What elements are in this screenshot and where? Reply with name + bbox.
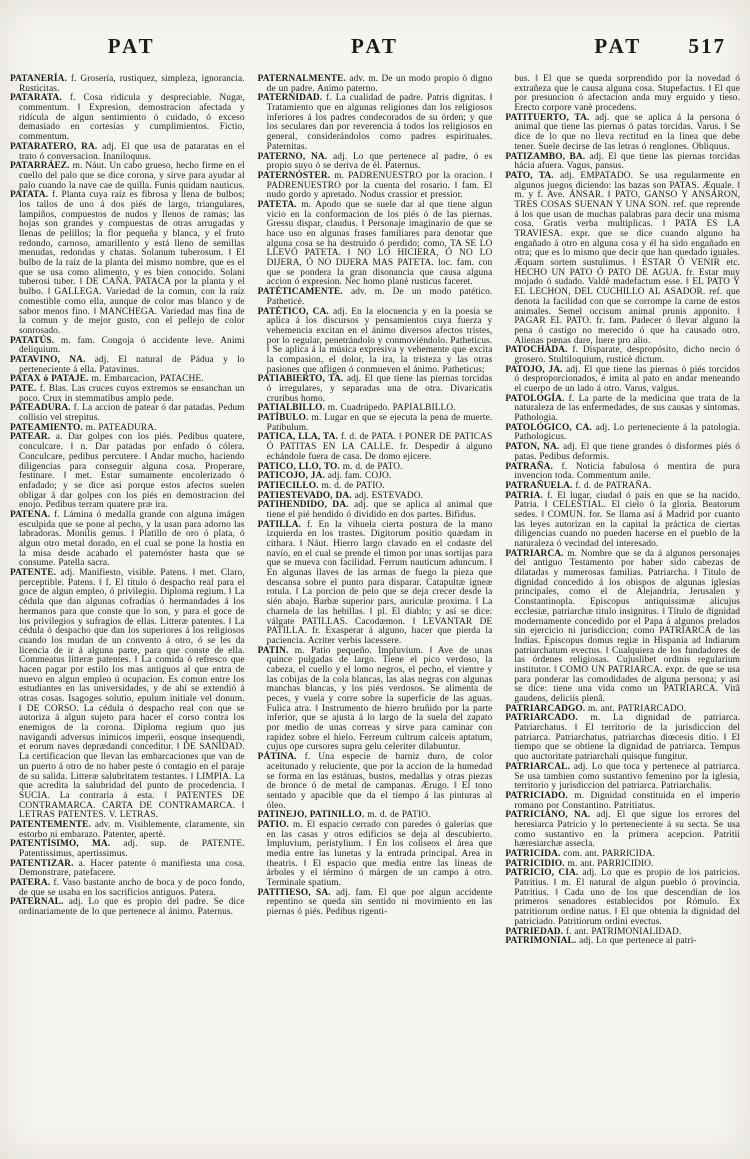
entry-term: PATRICIADO. (505, 790, 575, 801)
entry-term: PATRICIDIO. (505, 858, 568, 869)
entry-body: m. PATEADURA. (85, 422, 157, 433)
entry-term: PATANERÍA. (10, 74, 71, 84)
entry-term: PATRIARCADO. (505, 713, 591, 724)
entry-term: PATOLOGÍA. (505, 393, 569, 404)
entry-term: PATRICIO, CIA. (505, 868, 583, 879)
entry-body: m. Cuadrúpedo. PAPIALBILLO. (327, 403, 456, 414)
entry-body: adj. Lo que pertenece al patri- (579, 936, 697, 947)
dictionary-entry (10, 860, 245, 879)
entry-body: m. Embarcacion, PATACHE. (91, 374, 204, 385)
running-head-title-1: PAT (107, 34, 156, 58)
entry-term: PATITUERTO, TA. (505, 112, 596, 123)
dictionary-entry (505, 443, 740, 462)
entry-term: PATAX ó PATAJE. (10, 374, 92, 385)
entry-body: m. PADRENUESTRO por la oracion. ‖ PADRENUESTRO por la cuenta del rosario. ‖ fam. El nudo gordo y apretado. Nodus crassior et pressior. (266, 170, 493, 201)
entry-term: PATRIARCAL. (505, 761, 574, 772)
entry-body: adj. fam. COJO. (327, 471, 392, 482)
entry-body: com. ant. PARRICIDA. (563, 849, 656, 859)
entry-body: adj. EMPATADO. Se usa regularmente en algunos juegos diciendo: las bazas son PATAS. Æquale. ‖ m. y f. Ave. ÁNSAR. ‖ PATO, GANSO Y ANSARON, TRES COSAS SUENAN Y UNA SON. ref. que reprende á los que usan de muchas palabras para decir una misma cosa. Gratis verba multiplicas. ‖ PATA ES LA TRAVIESA. expr. que se dice cuando alguno ha engañado á otro en alguna cosa y él ha sido engañado en otra; que es lo mismo que decir que han quedado iguales. Æquam sortem sustulimus. ‖ ESTAR Ó VENIR etc. HECHO UN PATO Ó PATO DE AGUA. fr. Estar muy mojado ó sudado. Valdè madefactum esse. ‖ EL PATO Y EL LECHON, DEL CUCHILLO AL ASADOR. ref. que denota la facilidad con que se corrompe la carne de estos animales. Semel occisum animal prunis apponito. ‖ PAGAR EL PATO. fr. fam. Padecer ó llevar alguno la pena ó castigo no merecido ó que ha causado otro. Alienas pœnas dare, luere pro alio. (514, 170, 741, 346)
entry-term: PATRICIDA. (505, 849, 564, 859)
dictionary-entry (258, 647, 493, 754)
dictionary-entry (258, 753, 493, 811)
entry-term: PATERNO, NA. (257, 151, 333, 162)
entry-term: PATEAMIENTO. (10, 422, 86, 433)
entry-body: f. d. de PATRAÑA. (575, 480, 652, 491)
column-3 (505, 75, 740, 947)
dictionary-entry (505, 366, 740, 395)
entry-term: PATENTÍSIMO, MA. (10, 839, 124, 850)
entry-term: PATRIEDAD. (505, 926, 566, 937)
dictionary-entry (505, 763, 740, 792)
entry-term: PATERNIDAD. (257, 93, 327, 104)
entry-body: m. Lugar en que se ejecuta la pena de muerte. Patibulum. (266, 413, 493, 433)
dictionary-entry (505, 811, 740, 850)
entry-body: m. d. de PATIO. (367, 810, 431, 821)
entry-term: PÁTINA. (257, 752, 305, 763)
dictionary-entry (505, 492, 740, 550)
dictionary-entry (258, 889, 493, 918)
entry-term: PATÍBULO. (257, 413, 312, 424)
dictionary-entry (10, 879, 245, 898)
dictionary-entry (10, 840, 245, 859)
entry-body: m. Apodo que se suele dar al que tiene algun vicio en la conformacion de los piés ó de las piernas. Gressu dispar, claudus. ‖ Personaje imaginario de que se hace uso en algunas frases familiares para denotar que alguna cosa se ha destruido ó perdido; como, TA SE LO LLEVÓ PATETA. ‖ NO LO HICIERA, Ó NO LO DIJERA, Ó NO DIJERA MAS PATETA. loc. fam. con que se pondera la gran disonancia que causa alguna accion ó expresion. Nec homo planè rusticus faceret. (266, 199, 493, 288)
entry-body: f. La cualidad de padre. Patris dignitas. ‖ Tratamiento que en algunas religiones dan los religiosos inferiores á los padres condecorados de su órden; y que los seculares dan por reverencia á todos los religiosos en general, considerándolos como padres espirituales. Paternitas. (266, 93, 493, 152)
dictionary-entry (10, 511, 245, 569)
entry-body: m. Nombre que se da á algunos personajes del antiguo Testamento por haber sido cabezas de dilatadas y numerosas familias. Patriarcha. ‖ Título de dignidad concedido á los obispos de algunas iglesias principales, como el de Alejandría, Jerusalen y Constantinopla. Episcopus antiquissimæ alicujus ecclesiæ, patriarchæ titulo insignitus. ‖ Título de dignidad modernamente concedido por el Papa á algunos prelados sin ejercicio ni jurisdiccion; como PATRIARCA de las Indias. Episcopus domus regiæ in Hispania ad Indiarum patriarchatum evectus. ‖ Cualquiera de los fundadores de las órdenes religiosas. Cujuslibet ordinis regularium institutor. ‖ COMO UN PATRIARCA. expr. de que se usa para ponderar las comodidades de alguna persona; y así se dice: tiene una vida como un PATRIARCA. Vitâ gaudens, deliciis plenâ. (514, 548, 741, 704)
dictionary-entry (505, 424, 740, 443)
entry-term: PATEADURA. (10, 403, 74, 414)
entry-body: adj. Manifiesto, visible. Patens. ‖ met. Claro, perceptible. Patens. ‖ f. El título ó despacho real para el goce de algun empleo, ó privilegio. Diploma regium. ‖ La cédula que dan algunas cofradías ó hermandades á los hermanos para que conste que lo son, y para el goce de los privilegios y sufragios de ellas. Litteræ patentes. ‖ La cédula ó despacho que dan los superiores á los religiosos cuando los mudan de un convento á otro, ó se les da licencia de ir á alguna parte, para que conste de ella. Commeatus litteræ patentes. ‖ La comida ó refresco que hacen pagar por estilo los mas antiguos al que entra de nuevo en algun empleo ú ocupacion. Es comun entre los estudiantes en las universidades, y de ahí se extendió á otras cosas. Isagoges solutio, epulum initiale vel donum. ‖ DE CORSO. La cédula ó despacho real con que se autoriza á algun sujeto para hacer el corso contra los enemigos de la corona. Diploma regium quo jus navigandi adversus inimicos imperii, eosque insequendi, et eorum naves deprædandi conceditur. ‖ DE SANIDAD. La certificacion que llevan las embarcaciones que van de un puerto á otro de no haber peste ó contagio en el paraje de su salida. Litteræ salubritatem testantes. ‖ LIMPIA. La que acredita la salubridad del punto de procedencia. ‖ SUCIA. La contraria á esta. ‖ PATENTES DE CONTRAMARCA. CARTA DE CONTRAMARCA. ‖ LETRAS PATENTES. V. LETRAS. (19, 568, 245, 821)
entry-term: PATENTIZAR. (10, 858, 79, 869)
entry-term: PATIO. (257, 819, 293, 830)
dictionary-entry (505, 550, 740, 705)
entry-term: PATIESTEVADO, DA. (257, 490, 355, 501)
entry-term: PATRAÑUELA. (505, 480, 576, 491)
entry-term: PATARATERO, RA. (10, 141, 103, 152)
entry-body: m. Dignidad constituida en el imperio romano por Constantino. Patritiatus. (514, 790, 741, 811)
entry-body: f. En la vihuela cierta postura de la mano izquierda en los trastes. Digitorum positio quædam in cithara. ‖ Náut. Hierro largo clavado en el codaste del navío, en el cual se prende el timon por unas sortijas para que se mueva con facilidad. Ferrum nauticum aduncum. ‖ En algunas llaves de las armas de fuego la pieza que descansa sobre el punto para disparar. Catapultæ igneæ rotula. ‖ La porcion de pelo que se deja crecer desde la sién abajo. Barbæ superior pars, auriculæ proxima. ‖ La charnela de las hebillas. ‖ pl. El diablo; y así se dice: válgate PATILLAS. Cacodæmon. ‖ LEVANTAR DE PATILLA. fr. Exasperar á alguno, hacer que pierda la paciencia. Acriter verbis lacessere. (266, 519, 493, 646)
entry-term: PATERNAL. (10, 897, 69, 908)
dictionary-entry (10, 404, 245, 423)
dictionary-entry (505, 792, 740, 811)
dictionary-entry (258, 414, 493, 433)
entry-term: PATO, TA. (505, 170, 560, 181)
dictionary-entry (258, 375, 493, 404)
dictionary-entry (505, 714, 740, 762)
entry-body: adj. Lo perteneciente á la patología. Pathologicus. (514, 422, 741, 443)
entry-term: PATÉTICO, CA. (257, 306, 333, 317)
entry-body: m. fam. Congoja ó accidente leve. Animi deliquium. (19, 335, 245, 356)
dictionary-entry (10, 162, 245, 191)
entry-body: adj. El que usa de pataratas en el trato ó conversacion. Inaniloquus. (19, 141, 245, 162)
entry-term: PATENTE. (10, 568, 61, 579)
entry-term: PATÉTICAMENTE. (257, 287, 351, 298)
dictionary-entry (505, 463, 740, 482)
dictionary-entry (505, 937, 740, 947)
entry-body: adj. En la elocuencia y en la poesía se aplica á los discursos y pensamientos cuya fuerza y vehemencia excitan en el ánimo diversos afectos tristes, por lo regular, penetrándolo y conmoviéndolo. Patheticus. ‖ Se aplica á la música expresiva y vehemente que excita la compasion, el dolor, la ira, la tristeza y las otras pasiones que afligen ó conmueven el ánimo. Patheticus; (266, 306, 493, 375)
entry-term: PATIHENDIDO, DA. (257, 500, 355, 511)
dictionary-entry (10, 94, 245, 142)
dictionary-entry (258, 501, 493, 520)
entry-body: adv. m. De un modo propio ó digno de un padre. Animo paterno. (266, 74, 493, 94)
entry-term: PATRIARCA. (505, 548, 568, 559)
entry-body: adv. m. De un modo patético. Patheticè. (266, 287, 493, 307)
dictionary-entry (10, 898, 245, 917)
dictionary-entry (505, 172, 740, 346)
entry-body: adj. que se aplica á la persona ó animal que tiene las piernas ó patas torcidas. Varus. ‖ Se dice de lo que no lleva rectitud en la línea que debe tener. Suele decirse de las letras ó renglones. Obliquus. (514, 112, 741, 152)
entry-body: f. Grosería, rustiquez, simpleza, ignorancia. Rusticitas. (19, 74, 245, 94)
entry-body: m. d. de PATIO. (321, 480, 385, 491)
entry-term: PATON, NA. (505, 442, 563, 453)
entry-body: adj. sup. de PATENTE. Patentissimus, apertissimus. (19, 839, 245, 859)
dictionary-entry (10, 569, 245, 821)
dictionary-entry (10, 385, 245, 404)
entry-term: PATICA, LLA, TA. (257, 432, 341, 443)
entry-body: m. El espacio cerrado con paredes ó galerías que en las casas y otros edificios se deja al descubierto. Impluvium, peristylium. ‖ En los coliseos el área que media entre las lunetas y la entrada principal. Area in theatris. ‖ El espacio que media entre las líneas de árboles y el término ó márgen de un campo á otro. Terminale spatium. (266, 819, 493, 889)
entry-term: PATEAR. (10, 432, 56, 443)
dictionary-entry (258, 821, 493, 889)
dictionary-entry (258, 433, 493, 462)
entry-term: PATICOJO, JA. (257, 471, 328, 482)
dictionary-entry (505, 346, 740, 365)
dictionary-entry (505, 114, 740, 153)
dictionary-entry (505, 869, 740, 927)
entry-body: adj. que se aplica al animal que tiene el pié hendido ó dividido en dos partes. Bifidus. (266, 500, 493, 520)
entry-body: m. d. de PATO. (342, 461, 403, 472)
entry-term: PATARRÁEZ. (10, 161, 73, 172)
dictionary-entry (258, 308, 493, 376)
entry-body: bus. ‖ El que se queda sorprendido por la novedad ó extrañeza que le causa alguna cosa. Stupefactus. ‖ El que por presuncion ó afectacion anda muy erguido y tieso. Erecto corpore vanè procedens. (514, 74, 741, 114)
entry-term: PATATA. (10, 190, 52, 201)
entry-term: PATIN. (257, 645, 295, 656)
entry-term: PATETA. (257, 199, 302, 210)
dictionary-entry (258, 288, 493, 307)
entry-body: adj. Lo que es propio del padre. Se dice ordinariamente de lo que pertenece al ánimo. Paternus. (19, 897, 245, 918)
entry-body: f. La accion de patear ó dar patadas. Pedum collisio vel strepitus. (19, 403, 245, 424)
entry-body: adj. Lo que toca y pertenece al patriarca. Se usa tambien como sustantivo femenino por la iglesia, territorio y jurisdiccion del patriarca. Patriarchalis. (514, 761, 741, 792)
column-1 (10, 75, 245, 947)
entry-term: PATOCHADA. (505, 345, 573, 356)
entry-body: f. Lámina ó medalla grande con alguna imágen esculpida que se pone al pecho, y la usan para adorno las labradoras. Monilis genus. ‖ Platillo de oro ó plata, ó algun otro metal dorado, en el cual se pone la hostia en la misa desde acabado el paternóster hasta que se consume. Patella sacra. (19, 509, 245, 569)
dictionary-entry (258, 153, 493, 172)
running-head-col1 (10, 34, 253, 59)
entry-term: PATRAÑA. (505, 461, 562, 472)
entry-term: PATRICIANO, NA. (505, 810, 597, 821)
entry-term: PATRIARCADGO. (505, 703, 589, 714)
page-number: 517 (688, 34, 726, 58)
entry-term: PATERNALMENTE. (257, 74, 350, 84)
entry-body: f. El lugar, ciudad ó país en que se ha nacido. Patria. ‖ CELESTIAL. El cielo ó la gloria. Beatorum sedes. ‖ COMUN. for. Se llama así á Madrid por cuanto las leyes autorizan en la capital la práctica de ciertas diligencias cuando no pueden hacerse en el pueblo de la naturaleza ó vecindad del interesado. (514, 490, 741, 549)
dictionary-entry (258, 172, 493, 201)
entry-term: PATINEJO, PATINILLO. (257, 810, 368, 821)
entry-term: PATIALBILLO. (257, 403, 328, 414)
dictionary-entry (258, 75, 493, 94)
dictionary-entry (10, 75, 245, 94)
dictionary-entry (10, 191, 245, 336)
entry-term: PATENTEMENTE. (10, 819, 95, 830)
dictionary-entry (10, 337, 245, 356)
entry-term: PATERNÓSTER. (257, 170, 335, 181)
entry-body: f. Vaso bastante ancho de boca y de poco fondo, de que se usaba en los sacrificios antiguos. Patera. (19, 878, 245, 898)
running-head-title-3: PAT (594, 34, 643, 58)
entry-body: a. Hacer patente ó manifiesta una cosa. Demonstrare, patefacere. (19, 858, 245, 879)
entry-continuation (505, 75, 740, 114)
dictionary-entry (10, 356, 245, 375)
entry-body: adj. El que tiene grandes ó disformes piés ó patas. Pedibus deformis. (514, 442, 741, 462)
entry-body: adv. m. Visiblemente, claramente, sin estorbo ni embarazo. Patenter, apertè. (19, 819, 245, 840)
dictionary-entry (10, 433, 245, 511)
entry-body: m. Patio pequeño. Impluvium. ‖ Ave de unas quince pulgadas de largo. Tiene el pico verdoso, la cabeza, el cuello y el lomo negros, el pecho, el vientre y las cobijas de la cola blancas, las alas negras con algunas manchas blancas, y los piés verdosos. Se alimenta de peces, y vuela y corre sobre la superficie de las aguas. Fulica atra. ‖ Instrumento de hierro bruñido por la parte inferior, que se ajusta á lo largo de la suela del zapato por medio de unas correas y sirve para caminar con rapidez sobre el hielo. Ferreum cultrum calceis aptatum, cujus ope cursores supra gelu celeriter dilabuntur. (266, 645, 493, 753)
entry-body: adj. El que tiene las piernas torcidas ó irregulares, y separadas una de otra. Divaricatis cruribus homo. (266, 374, 493, 404)
entry-term: PATERA. (10, 878, 54, 889)
entry-term: PATAVINO, NA. (10, 354, 95, 365)
entry-body: f. Cosa ridícula y despreciable. Nugæ, commentum. ‖ Expresion, demostracion afectada y ridícula de algun sentimiento ó cuidado, ó exceso demasiado en cortesías y cumplimientos. Fictio, commentum. (19, 93, 245, 143)
running-head-col3 (497, 34, 740, 59)
dictionary-entry (10, 143, 245, 162)
entry-body: adj. fam. El que por algun accidente repentino se queda sin sentido ni movimiento en las piernas ó piés. Pedibus rigenti- (266, 887, 493, 918)
entry-body: adj. Lo que pertenece al padre, ó es propio suyo ó se deriva de él. Paternus. (266, 151, 493, 172)
entry-term: PATOLÓGICO, CA. (505, 422, 596, 433)
entry-body: adj. El natural de Pádua y lo perteneciente á ella. Patavinus. (19, 354, 245, 375)
running-head-col2 (253, 34, 496, 59)
entry-body: f. Disparate, despropósito, dicho necio ó grosero. Stultiloquium, rusticè dictum. (514, 345, 741, 365)
entry-body: f. La parte de la medicina que trata de la naturaleza de las enfermedades, de sus causas y síntomas. Pathologia. (514, 393, 741, 424)
entry-body: f. ant. PATRIMONIALIDAD. (565, 926, 682, 937)
entry-body: m. ant. PATRIARCADO. (588, 703, 687, 714)
entry-body: f. Blas. Las cruces cuyos extremos se ensanchan un poco. Crux in stemmatibus amplo pede. (19, 384, 245, 404)
entry-body: m. ant. PARRICIDIO. (567, 858, 654, 869)
running-head-title-2: PAT (351, 34, 399, 58)
entry-body: adj. El que tiene las piernas torcidas hácia afuera. Vagus, pansus. (514, 151, 741, 172)
dictionary-entry (10, 821, 245, 840)
entry-body: f. d. de PATA. ‖ PONER DE PATICAS Ó PATITAS EN LA CALLE. fr. Despedir á alguno echándole fuera de casa. De domo ejicere. (266, 432, 493, 462)
entry-term: PATILLA. (257, 519, 307, 530)
dictionary-entry (258, 521, 493, 647)
dictionary-entry (505, 153, 740, 172)
entry-body: adj. Lo que es propio de los patricios. Patritius. ‖ m. El natural de algun pueblo ó provincia. Patritius. ‖ Cada uno de los que descendian de los primeros senadores establecidos por Rómulo. Ex patritiorum ordine natus. ‖ El que obtenia la dignidad del patriciado. Patritiorum ordini evectus. (514, 868, 741, 927)
entry-body: adj. ESTEVADO. (354, 490, 424, 501)
entry-body: adj. El que sigue los errores del heresiarca Patricio y lo perteneciente á su secta. Se usa como sustantivo en la primera acepcion. Patritii hæresiarchæ assecla. (514, 810, 741, 850)
text-columns (0, 75, 750, 947)
entry-term: PATIECILLO. (257, 480, 322, 491)
entry-term: PATICO, LLO, TO. (257, 461, 343, 472)
entry-term: PATITIESO, SA. (257, 887, 336, 898)
entry-term: PATOJO, JA. (505, 364, 567, 375)
entry-term: PATENA. (10, 509, 55, 520)
column-2 (258, 75, 493, 947)
entry-term: PATATÚS. (10, 335, 61, 346)
entry-body: m. La dignidad de patriarca. Patriarchatus. ‖ El territorio de la jurisdiccion del patriarca. Patriarchatus, patriarchas diœcesis ditio. ‖ El tiempo que se obtiene la dignidad de patriarca. Tempus quo auctoritate patriarchali quisque fungitur. (514, 713, 741, 763)
entry-body: f. Una especie de barniz duro, de color aceitunado y reluciente, que por la accion de la humedad se forma en las estátuas, bustos, medallas y otras piezas de bronce ó de metal de campanas. Ærugo. ‖ El tono sentado y apacible que da el tiempo á las pinturas al óleo. (266, 752, 493, 811)
entry-body: m. Náut. Un cabo grueso, hecho firme en el cuello del palo que se dice corona, y sirve para ayudar al palo cuando la nave cae de quilla. Funis quidam nauticus. (19, 161, 245, 191)
entry-term: PATE. (10, 384, 40, 394)
entry-body: f. Planta cuya raíz es fibrosa y llena de bulbos; los tallos de uno á dos piés de largo, triangulares, lampiños, compuestos de nudos y llenos de ramas; las hojas son grandes y compuestas de otras arrugadas y llenas de pelillos; la flor pequeña y blanca, y el fruto redondo, carnoso, amarillento y está lleno de semillas menudas, redondas y chatas. Solanum tuberosum. ‖ El bulbo de la raíz de la planta del mismo nombre, que es el que se usa como alimento, y es bien conocido. Solani tuberosi tuber. ‖ DE CAÑA. PATACA por la planta y el bulbo. ‖ GALLEGA. Variedad de la comun, con la raíz comestible como ella, aunque de color mas blanco y de sabor menos fino. ‖ MANCHEGA. Variedad mas fina de la comun y de mejor gusto, con el pellejo de color sonrosado. (19, 190, 245, 336)
dictionary-entry (258, 201, 493, 288)
entry-term: PATIZAMBO, BA. (505, 151, 590, 162)
dictionary-entry (505, 395, 740, 424)
entry-term: PATRIMONIAL. (505, 936, 580, 947)
dictionary-entry (258, 94, 493, 152)
entry-term: PATIABIERTO, TA. (257, 374, 347, 385)
entry-body: f. Noticia fabulosa ó mentira de pura invencion toda. Commentum anile. (514, 461, 741, 482)
entry-body: adj. El que tiene las piernas ó piés torcidos ó desproporcionados, é imita al pato en andar meneando el cuerpo de un lado á otro. Varus, valgus. (514, 364, 741, 394)
entry-term: PATARATA. (10, 93, 70, 104)
entry-term: PATRIA. (505, 490, 548, 501)
running-head (0, 34, 750, 59)
entry-body: a. Dar golpes con los piés. Pedibus quatere, conculcare. ‖ n. Dar patadas por enfado ó cólera. Conculcare, pedibus percutere. ‖ Andar mucho, haciendo diligencias para conseguir alguna cosa. Properare, festinare. ‖ met. Estar sumamente encolerizado ó enfadado; y se dice así porque estos afectos suelen obligar á dar golpes con los piés en demostracion del enojo. Pedibus terram quatere præ ira. (19, 432, 245, 511)
